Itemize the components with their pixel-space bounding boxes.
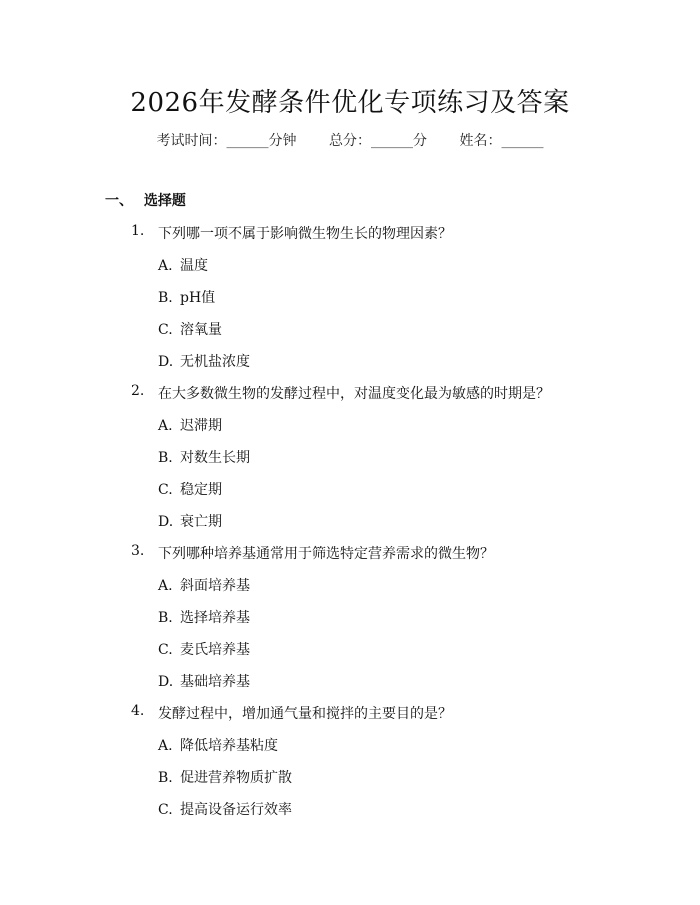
answer-option	[158, 351, 250, 371]
question-text: 下列哪种培养基通常用于筛选特定营养需求的微生物？	[158, 546, 494, 562]
option-text: 溶氧量	[180, 322, 222, 338]
option-text: 斜面培养基	[180, 578, 250, 594]
question-text: 发酵过程中，增加通气量和搅拌的主要目的是？	[158, 706, 452, 722]
exam-time-field: 考试时间：______分钟	[156, 133, 297, 149]
answer-option	[158, 479, 222, 499]
option-text: 迟滞期	[180, 418, 222, 434]
answer-option	[158, 639, 250, 659]
option-text: 提高设备运行效率	[180, 802, 292, 818]
answer-option	[158, 255, 208, 275]
option-text: 衰亡期	[180, 514, 222, 530]
option-text: pH值	[180, 290, 216, 306]
answer-option	[158, 735, 278, 755]
answer-option	[158, 319, 222, 339]
answer-option	[158, 671, 250, 691]
option-letter: A.	[158, 578, 173, 594]
question-text: 下列哪一项不属于影响微生物生长的物理因素？	[158, 226, 452, 242]
section-heading	[105, 190, 186, 210]
document-title: 2026年发酵条件优化专项练习及答案	[130, 88, 570, 118]
option-letter: D.	[158, 674, 174, 690]
option-letter: A.	[158, 258, 173, 274]
answer-option	[158, 799, 292, 819]
option-text: 无机盐浓度	[180, 354, 250, 370]
question-number: 3.	[131, 543, 145, 559]
option-letter: B.	[158, 290, 173, 306]
option-letter: D.	[158, 354, 174, 370]
option-letter: B.	[158, 770, 173, 786]
answer-option	[158, 447, 250, 467]
answer-option	[158, 767, 292, 787]
question-number: 2.	[131, 383, 145, 399]
option-text: 降低培养基粘度	[180, 738, 278, 754]
option-text: 稳定期	[180, 482, 222, 498]
answer-option	[158, 287, 215, 307]
option-text: 麦氏培养基	[180, 642, 250, 658]
option-text: 温度	[180, 258, 208, 274]
question-number: 1.	[131, 223, 145, 239]
answer-option	[158, 415, 222, 435]
answer-option	[158, 607, 250, 627]
question-number: 4.	[131, 703, 145, 719]
option-letter: C.	[158, 322, 173, 338]
option-letter: C.	[158, 642, 173, 658]
option-letter: B.	[158, 450, 173, 466]
answer-option	[158, 575, 250, 595]
exam-info-line	[0, 130, 700, 150]
option-letter: C.	[158, 482, 173, 498]
option-letter: A.	[158, 738, 173, 754]
option-letter: A.	[158, 418, 173, 434]
option-text: 对数生长期	[180, 450, 250, 466]
option-letter: C.	[158, 802, 173, 818]
question-text: 在大多数微生物的发酵过程中，对温度变化最为敏感的时期是？	[158, 386, 550, 402]
option-text: 促进营养物质扩散	[180, 770, 292, 786]
option-text: 基础培养基	[180, 674, 250, 690]
answer-option	[158, 511, 222, 531]
option-letter: B.	[158, 610, 173, 626]
section-title: 选择题	[143, 193, 186, 209]
section-number: 一、	[105, 193, 133, 209]
option-text: 选择培养基	[180, 610, 250, 626]
option-letter: D.	[158, 514, 174, 530]
student-name-field: 姓名：______	[459, 133, 544, 149]
total-score-field: 总分：______分	[329, 133, 427, 149]
